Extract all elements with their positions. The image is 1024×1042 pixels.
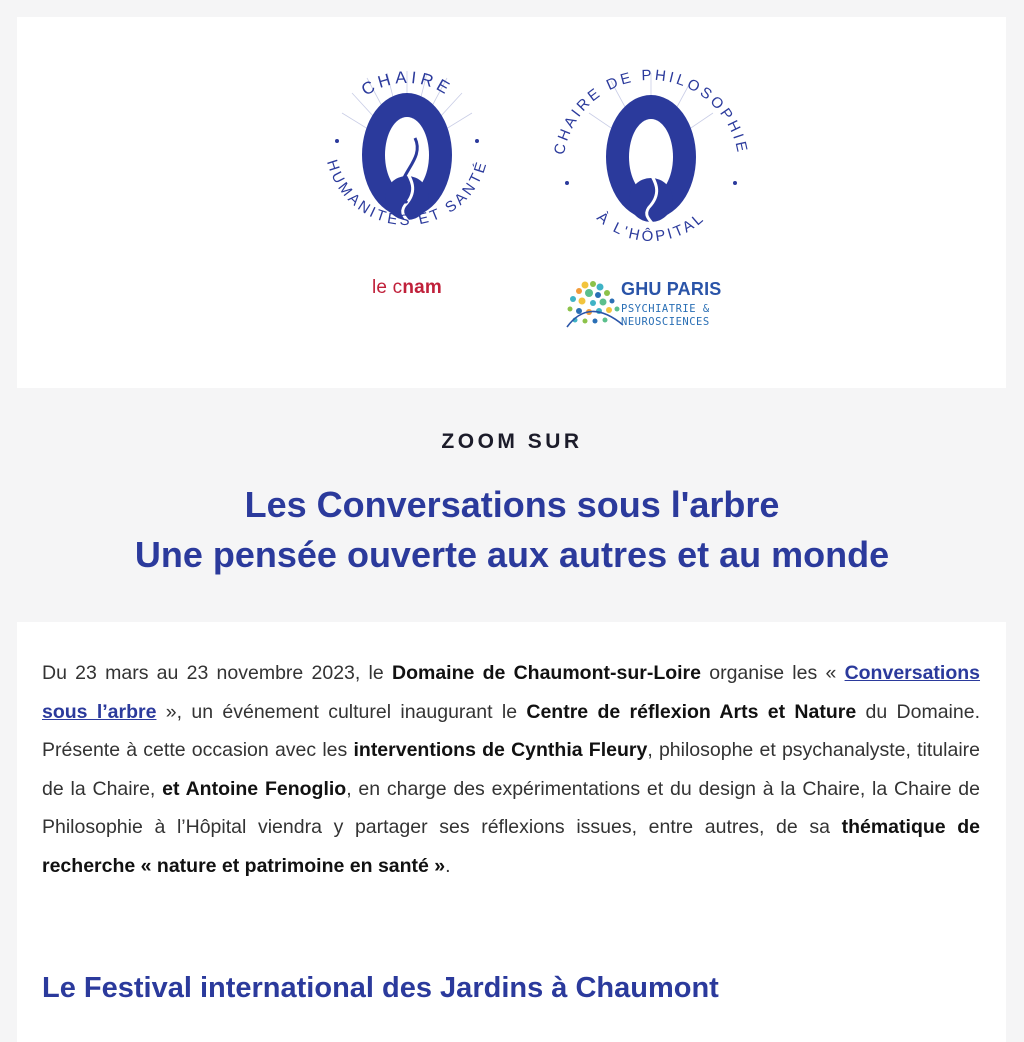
section-title-line1: Les Conversations sous l'arbre <box>244 484 780 525</box>
text-span: du Domaine. Présente à cette occasion avec les <box>42 700 981 761</box>
ghu-dots-icon <box>565 279 627 331</box>
article-card <box>17 622 1006 1042</box>
text-span: , philosophe et psychanalyste, titulaire de la Chaire, <box>42 739 981 800</box>
cnam-bold: nam <box>402 277 443 298</box>
article-paragraph <box>42 654 980 885</box>
header-banner <box>17 17 1006 388</box>
ghu-paris-logo <box>565 279 745 335</box>
chaire-philosophie-hopital-logo <box>543 43 759 273</box>
conversations-link[interactable]: Conversations sous l’arbre <box>42 662 981 723</box>
venue-name: Domaine de Chaumont-sur-Loire <box>391 662 701 684</box>
logo-left-arc-bottom: HUMANITÉS ET SANTÉ <box>323 157 491 230</box>
centre-name: Centre de réflexion Arts et Nature <box>526 700 857 723</box>
research-theme: thématique de recherche « nature et patrimoine en santé » <box>42 816 981 877</box>
section-title <box>0 480 1024 580</box>
text-span: organise les « <box>701 662 845 684</box>
logo-right-arc-bottom: À L'HÔPITAL <box>593 208 709 246</box>
chaire-humanites-sante-logo <box>307 43 507 273</box>
ghu-subtitle-line1: PSYCHIATRIE & <box>621 303 710 315</box>
text-span: , en charge des expérimentations et du design à la Chaire, la Chaire de Philosophie à l’Hôpital viendra y partager ses réflexions issues, entre autres, de sa <box>42 777 980 838</box>
section-eyebrow: ZOOM SUR <box>441 430 583 453</box>
cnam-prefix: le c <box>371 277 403 298</box>
text-span: Du 23 mars au 23 novembre 2023, le <box>42 662 392 684</box>
speaker-fenoglio: et Antoine Fenoglio <box>162 777 347 800</box>
ghu-subtitle-line2: NEUROSCIENCES <box>621 316 710 328</box>
logo-left-arc-top: CHAIRE <box>358 67 456 100</box>
section-title-line2: Une pensée ouverte aux autres et au monde <box>134 534 890 575</box>
ghu-subtitle <box>621 303 710 329</box>
ghu-title: GHU PARIS <box>621 279 722 299</box>
logo-right-arc-top: CHAIRE DE PHILOSOPHIE <box>550 66 752 157</box>
speaker-fleury: interventions de Cynthia Fleury <box>353 739 648 761</box>
text-span: », un événement culturel inaugurant le <box>156 700 527 723</box>
article-subheading: Le Festival international des Jardins à Chaumont <box>42 972 719 1004</box>
cnam-logo <box>357 277 457 299</box>
text-span: . <box>445 854 451 877</box>
